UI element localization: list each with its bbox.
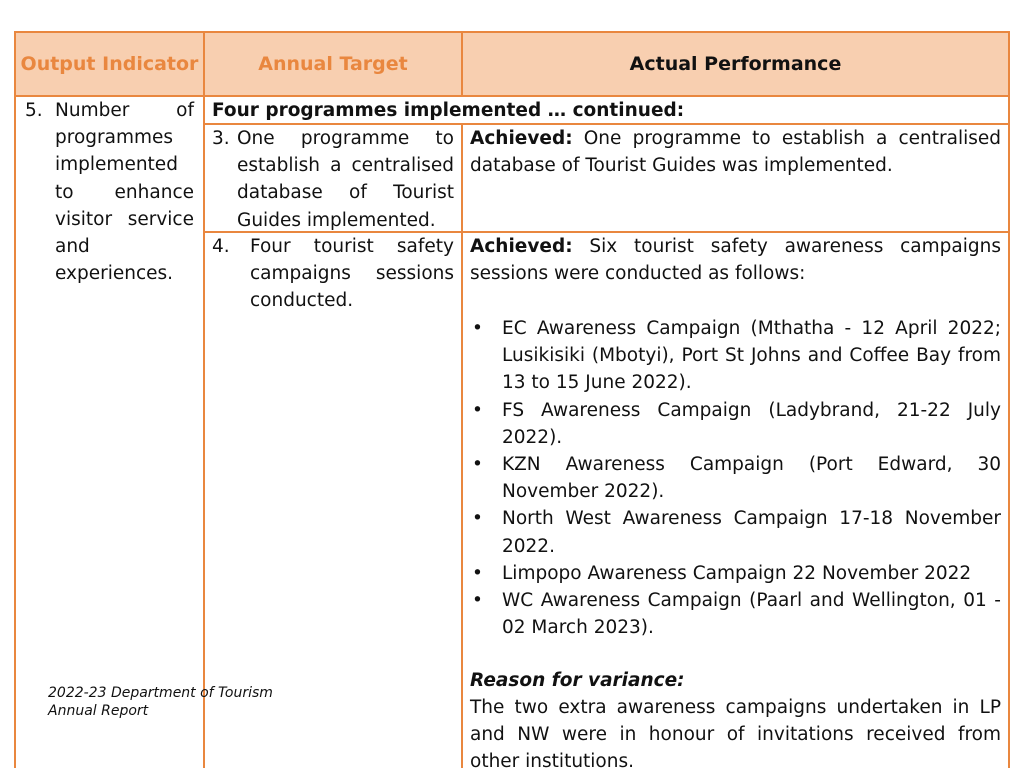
bullet-icon: •: [472, 399, 483, 421]
indicator-line: experiences.: [55, 263, 174, 285]
header-actual-performance: Actual Performance: [629, 52, 842, 75]
bullet-line: 13 to 15 June 2022).: [502, 372, 692, 394]
performance-4-intro: [470, 233, 1001, 287]
indicator-line: visitor service: [55, 208, 194, 230]
bullet-icon: •: [472, 454, 483, 476]
bullet-line: North West Awareness Campaign 17-18 November: [502, 508, 1001, 530]
header-output-indicator: Output Indicator: [20, 52, 199, 75]
list-item: [470, 587, 1001, 641]
column-divider-1: [203, 31, 205, 768]
bullet-line: 02 March 2023).: [502, 617, 654, 639]
reason-heading: Reason for variance:: [470, 670, 685, 691]
achieved-label: Achieved:: [470, 128, 573, 149]
list-item: [470, 560, 1001, 587]
performance-4-line-1-rest: Six tourist safety awareness campaigns: [572, 236, 1001, 257]
bullet-line: KZN Awareness Campaign (Port Edward, 30: [502, 454, 1001, 476]
target-4-text: [250, 233, 454, 315]
target-3-text: [237, 125, 454, 234]
bullet-line: EC Awareness Campaign (Mthatha - 12 April 2022;: [502, 318, 1001, 339]
bullet-line: 2022).: [502, 426, 563, 448]
indicator-line: to enhance: [55, 181, 194, 203]
reason-line: The two extra awareness campaigns undertaken in LP: [470, 697, 1001, 718]
bullet-line: Limpopo Awareness Campaign 22 November 2022: [502, 562, 972, 584]
indicator-line: Number of: [55, 100, 194, 121]
bullet-icon: •: [472, 590, 483, 612]
performance-3-line-2: database of Tourist Guides was implemented.: [470, 155, 893, 177]
bullet-line: Lusikisiki (Mbotyi), Port St Johns and Coffee Bay from: [502, 345, 1001, 367]
indicator-line: and: [55, 236, 90, 258]
header-annual-target: Annual Target: [258, 52, 408, 75]
target-3-number: 3.: [212, 128, 230, 149]
target-3-line: One programme to: [237, 128, 454, 149]
achieved-label: Achieved:: [470, 236, 573, 257]
list-item: [470, 505, 1001, 559]
target-3-line: establish a centralised: [237, 155, 454, 177]
continued-row-text: Four programmes implemented … continued:: [212, 100, 685, 121]
target-3-line: Guides implemented.: [237, 209, 436, 231]
performance-3-line-1-rest: One programme to establish a centralised: [572, 128, 1001, 149]
list-item: [470, 397, 1001, 451]
list-item: [470, 315, 1001, 397]
bullet-line: FS Awareness Campaign (Ladybrand, 21-22 July: [502, 399, 1001, 421]
bullet-line: WC Awareness Campaign (Paarl and Wellington, 01 -: [502, 590, 1001, 612]
report-footer: 2022-23 Department of Tourism Annual Report: [48, 685, 273, 719]
target-3-line: database of Tourist: [237, 182, 454, 204]
column-divider-2: [461, 123, 463, 768]
bullet-icon: •: [472, 318, 483, 339]
bullet-line: 2022.: [502, 535, 555, 557]
list-item: [470, 451, 1001, 505]
reason-line: and NW were in honour of invitations received from: [470, 724, 1001, 746]
target-4-line: campaigns sessions: [250, 263, 454, 285]
bullet-icon: •: [472, 508, 483, 530]
performance-3-line-1: [470, 125, 1001, 152]
indicator-number: 5.: [25, 100, 43, 121]
target-4-line: conducted.: [250, 290, 354, 312]
target-4-number: 4.: [212, 236, 230, 257]
target-4-line: Four tourist safety: [250, 236, 454, 257]
table-border-left: [14, 31, 16, 768]
performance-3-text: [470, 125, 1001, 179]
campaign-bullet-list: [470, 315, 1001, 641]
bullet-icon: •: [472, 562, 483, 584]
indicator-line: implemented: [55, 154, 178, 176]
table-border-right: [1008, 31, 1010, 768]
bullet-line: November 2022).: [502, 481, 665, 503]
performance-4-line-2: sessions were conducted as follows:: [470, 263, 806, 285]
indicator-text: [55, 97, 194, 287]
reason-text: [470, 694, 1001, 776]
indicator-line: programmes: [55, 127, 174, 149]
performance-4-line-1: [470, 233, 1001, 260]
reason-line: other institutions.: [470, 751, 634, 773]
